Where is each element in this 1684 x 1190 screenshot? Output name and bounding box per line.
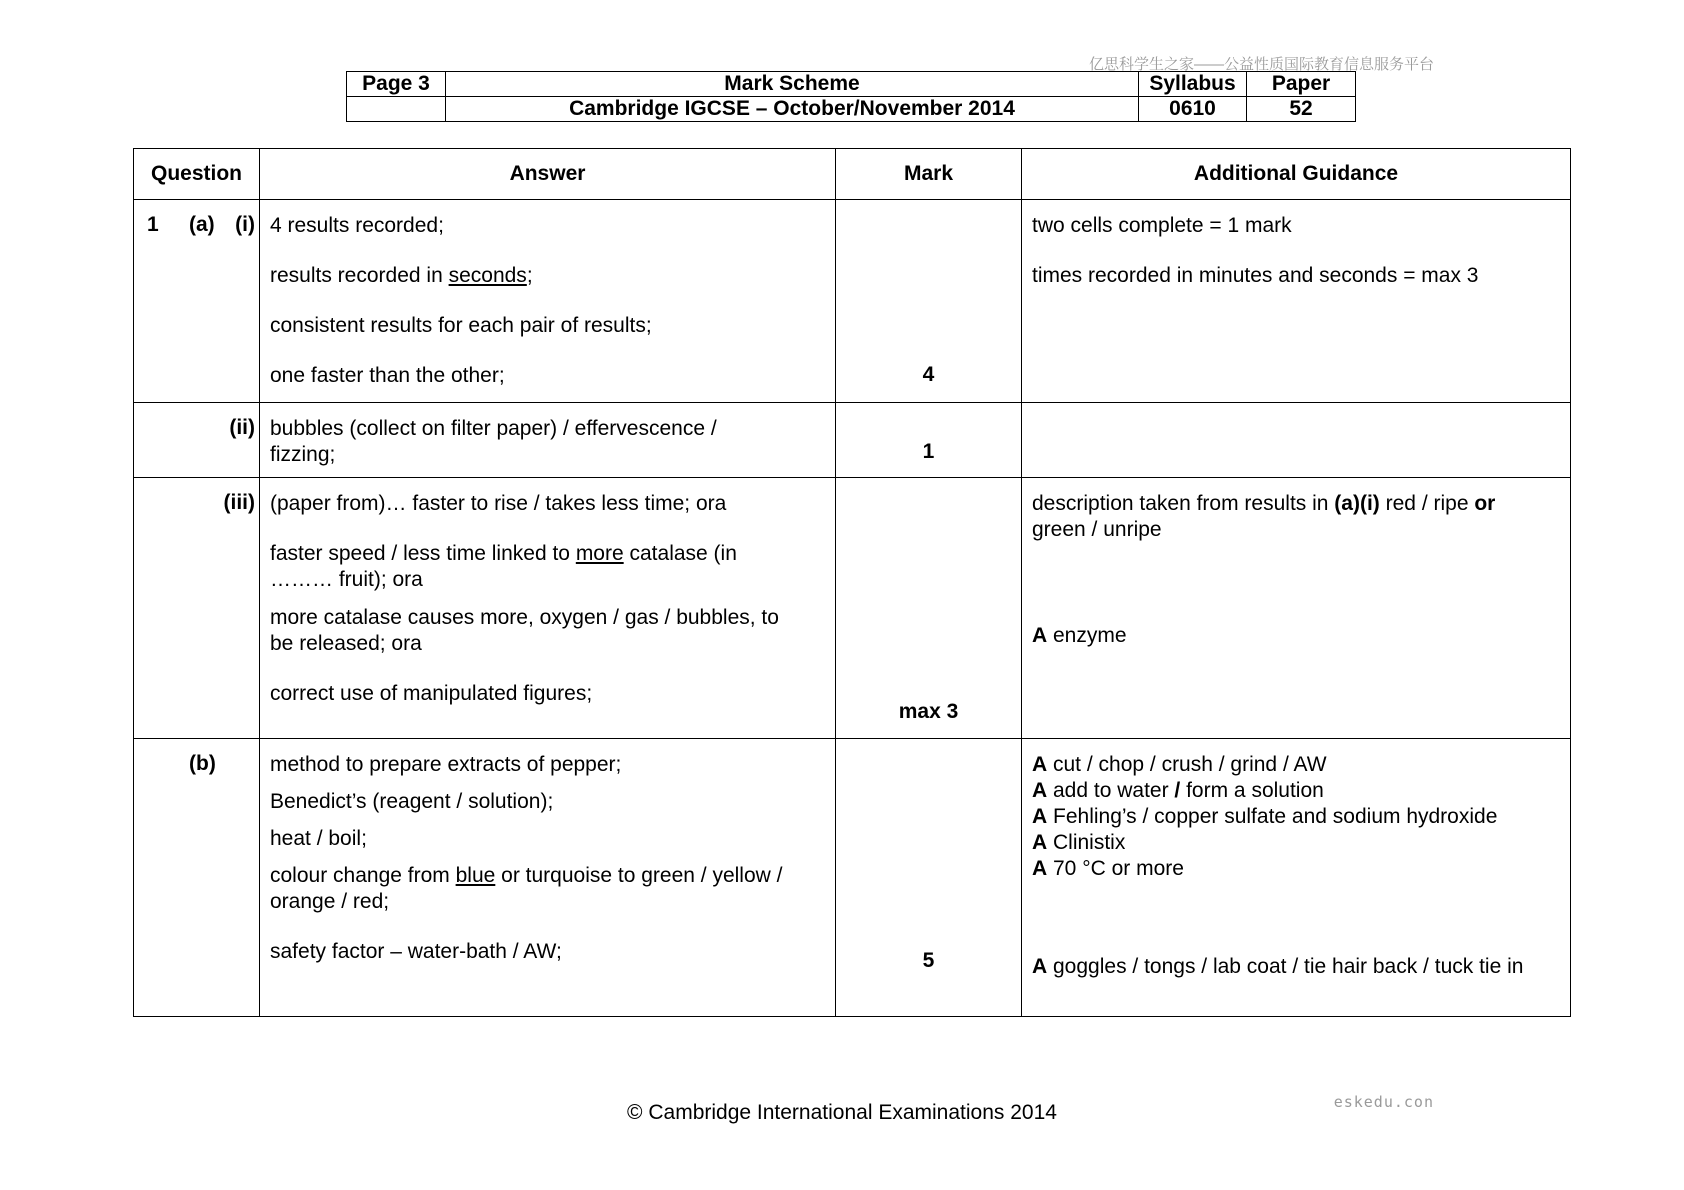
mark-value: max 3 [898, 700, 959, 723]
answer-line: safety factor – water-bath / AW; [270, 940, 562, 963]
mark-value: 5 [922, 949, 935, 972]
copyright-footer: © Cambridge International Examinations 2014 [627, 1101, 1057, 1124]
guidance-line: A goggles / tongs / lab coat / tie hair back / tuck tie in [1032, 955, 1524, 978]
col-guidance: Additional Guidance [1022, 149, 1571, 200]
guidance-line: green / unripe [1032, 518, 1162, 541]
answer-cell [260, 478, 836, 739]
underlined-text: blue [455, 864, 496, 887]
answer-line: colour change from blue or turquoise to green / yellow / [270, 864, 783, 887]
mark-cell [836, 478, 1022, 739]
answer-line: fizzing; [270, 443, 336, 466]
doc-title: Mark Scheme [446, 72, 1139, 97]
answer-line: faster speed / less time linked to more catalase (in [270, 542, 737, 565]
mark-cell [836, 403, 1022, 478]
header-table [346, 71, 1356, 122]
question-subpart: (i) [235, 213, 255, 236]
answer-line: Benedict’s (reagent / solution); [270, 790, 554, 813]
guidance-line: two cells complete = 1 mark [1032, 214, 1292, 237]
empty-cell [347, 97, 446, 122]
answer-line: one faster than the other; [270, 364, 505, 387]
answer-line: orange / red; [270, 890, 390, 913]
paper-number: 52 [1247, 97, 1356, 122]
guidance-line: A cut / chop / crush / grind / AW [1032, 753, 1327, 776]
guidance-line: times recorded in minutes and seconds = max 3 [1032, 264, 1479, 287]
paper-label: Paper [1247, 72, 1356, 97]
question-cell [134, 739, 260, 1017]
question-number: 1 [147, 213, 159, 236]
answer-line: more catalase causes more, oxygen / gas / bubbles, to [270, 606, 779, 629]
col-mark: Mark [836, 149, 1022, 200]
syllabus-label: Syllabus [1139, 72, 1247, 97]
answer-cell [260, 200, 836, 403]
answer-line: heat / boil; [270, 827, 367, 850]
underlined-text: seconds [448, 264, 527, 287]
guidance-cell [1022, 200, 1571, 403]
question-subpart: (iii) [223, 491, 255, 514]
answer-line: consistent results for each pair of results; [270, 314, 652, 337]
mark-value: 1 [922, 440, 935, 463]
answer-line: method to prepare extracts of pepper; [270, 753, 622, 776]
question-part: (a) [189, 213, 215, 236]
col-answer: Answer [260, 149, 836, 200]
mark-cell [836, 739, 1022, 1017]
table-row [134, 200, 1571, 403]
guidance-line: A Fehling’s / copper sulfate and sodium hydroxide [1032, 805, 1498, 828]
underlined-text: more [575, 542, 624, 565]
watermark-bottom: eskedu.con [1333, 1093, 1434, 1111]
answer-line: results recorded in seconds; [270, 264, 533, 287]
table-header-row [134, 149, 1571, 200]
mark-scheme-table [133, 148, 1571, 1017]
syllabus-code: 0610 [1139, 97, 1247, 122]
mark-value: 4 [922, 363, 935, 386]
guidance-line: A Clinistix [1032, 831, 1126, 854]
col-question: Question [134, 149, 260, 200]
answer-line: correct use of manipulated figures; [270, 682, 593, 705]
guidance-line: A 70 °C or more [1032, 857, 1184, 880]
answer-line: be released; ora [270, 632, 422, 655]
answer-line: bubbles (collect on filter paper) / effervescence / [270, 417, 717, 440]
doc-subtitle: Cambridge IGCSE – October/November 2014 [446, 97, 1139, 122]
question-subpart: (ii) [229, 416, 255, 439]
page-number: Page 3 [347, 72, 446, 97]
question-cell [134, 478, 260, 739]
question-part: (b) [189, 752, 216, 775]
guidance-line: A add to water / form a solution [1032, 779, 1324, 802]
answer-line: ……… fruit); ora [270, 568, 423, 591]
mark-cell [836, 200, 1022, 403]
answer-cell [260, 739, 836, 1017]
table-row [134, 739, 1571, 1017]
question-cell [134, 403, 260, 478]
guidance-cell [1022, 403, 1571, 478]
question-cell [134, 200, 260, 403]
table-row [134, 478, 1571, 739]
watermark-top: 亿思科学生之家——公益性质国际教育信息服务平台 [1088, 56, 1434, 73]
answer-line: 4 results recorded; [270, 214, 444, 237]
guidance-line: A enzyme [1032, 624, 1127, 647]
answer-line: (paper from)… faster to rise / takes less time; ora [270, 492, 727, 515]
guidance-cell [1022, 739, 1571, 1017]
answer-cell [260, 403, 836, 478]
table-row [134, 403, 1571, 478]
guidance-cell [1022, 478, 1571, 739]
guidance-line: description taken from results in (a)(i) red / ripe or [1032, 492, 1496, 515]
